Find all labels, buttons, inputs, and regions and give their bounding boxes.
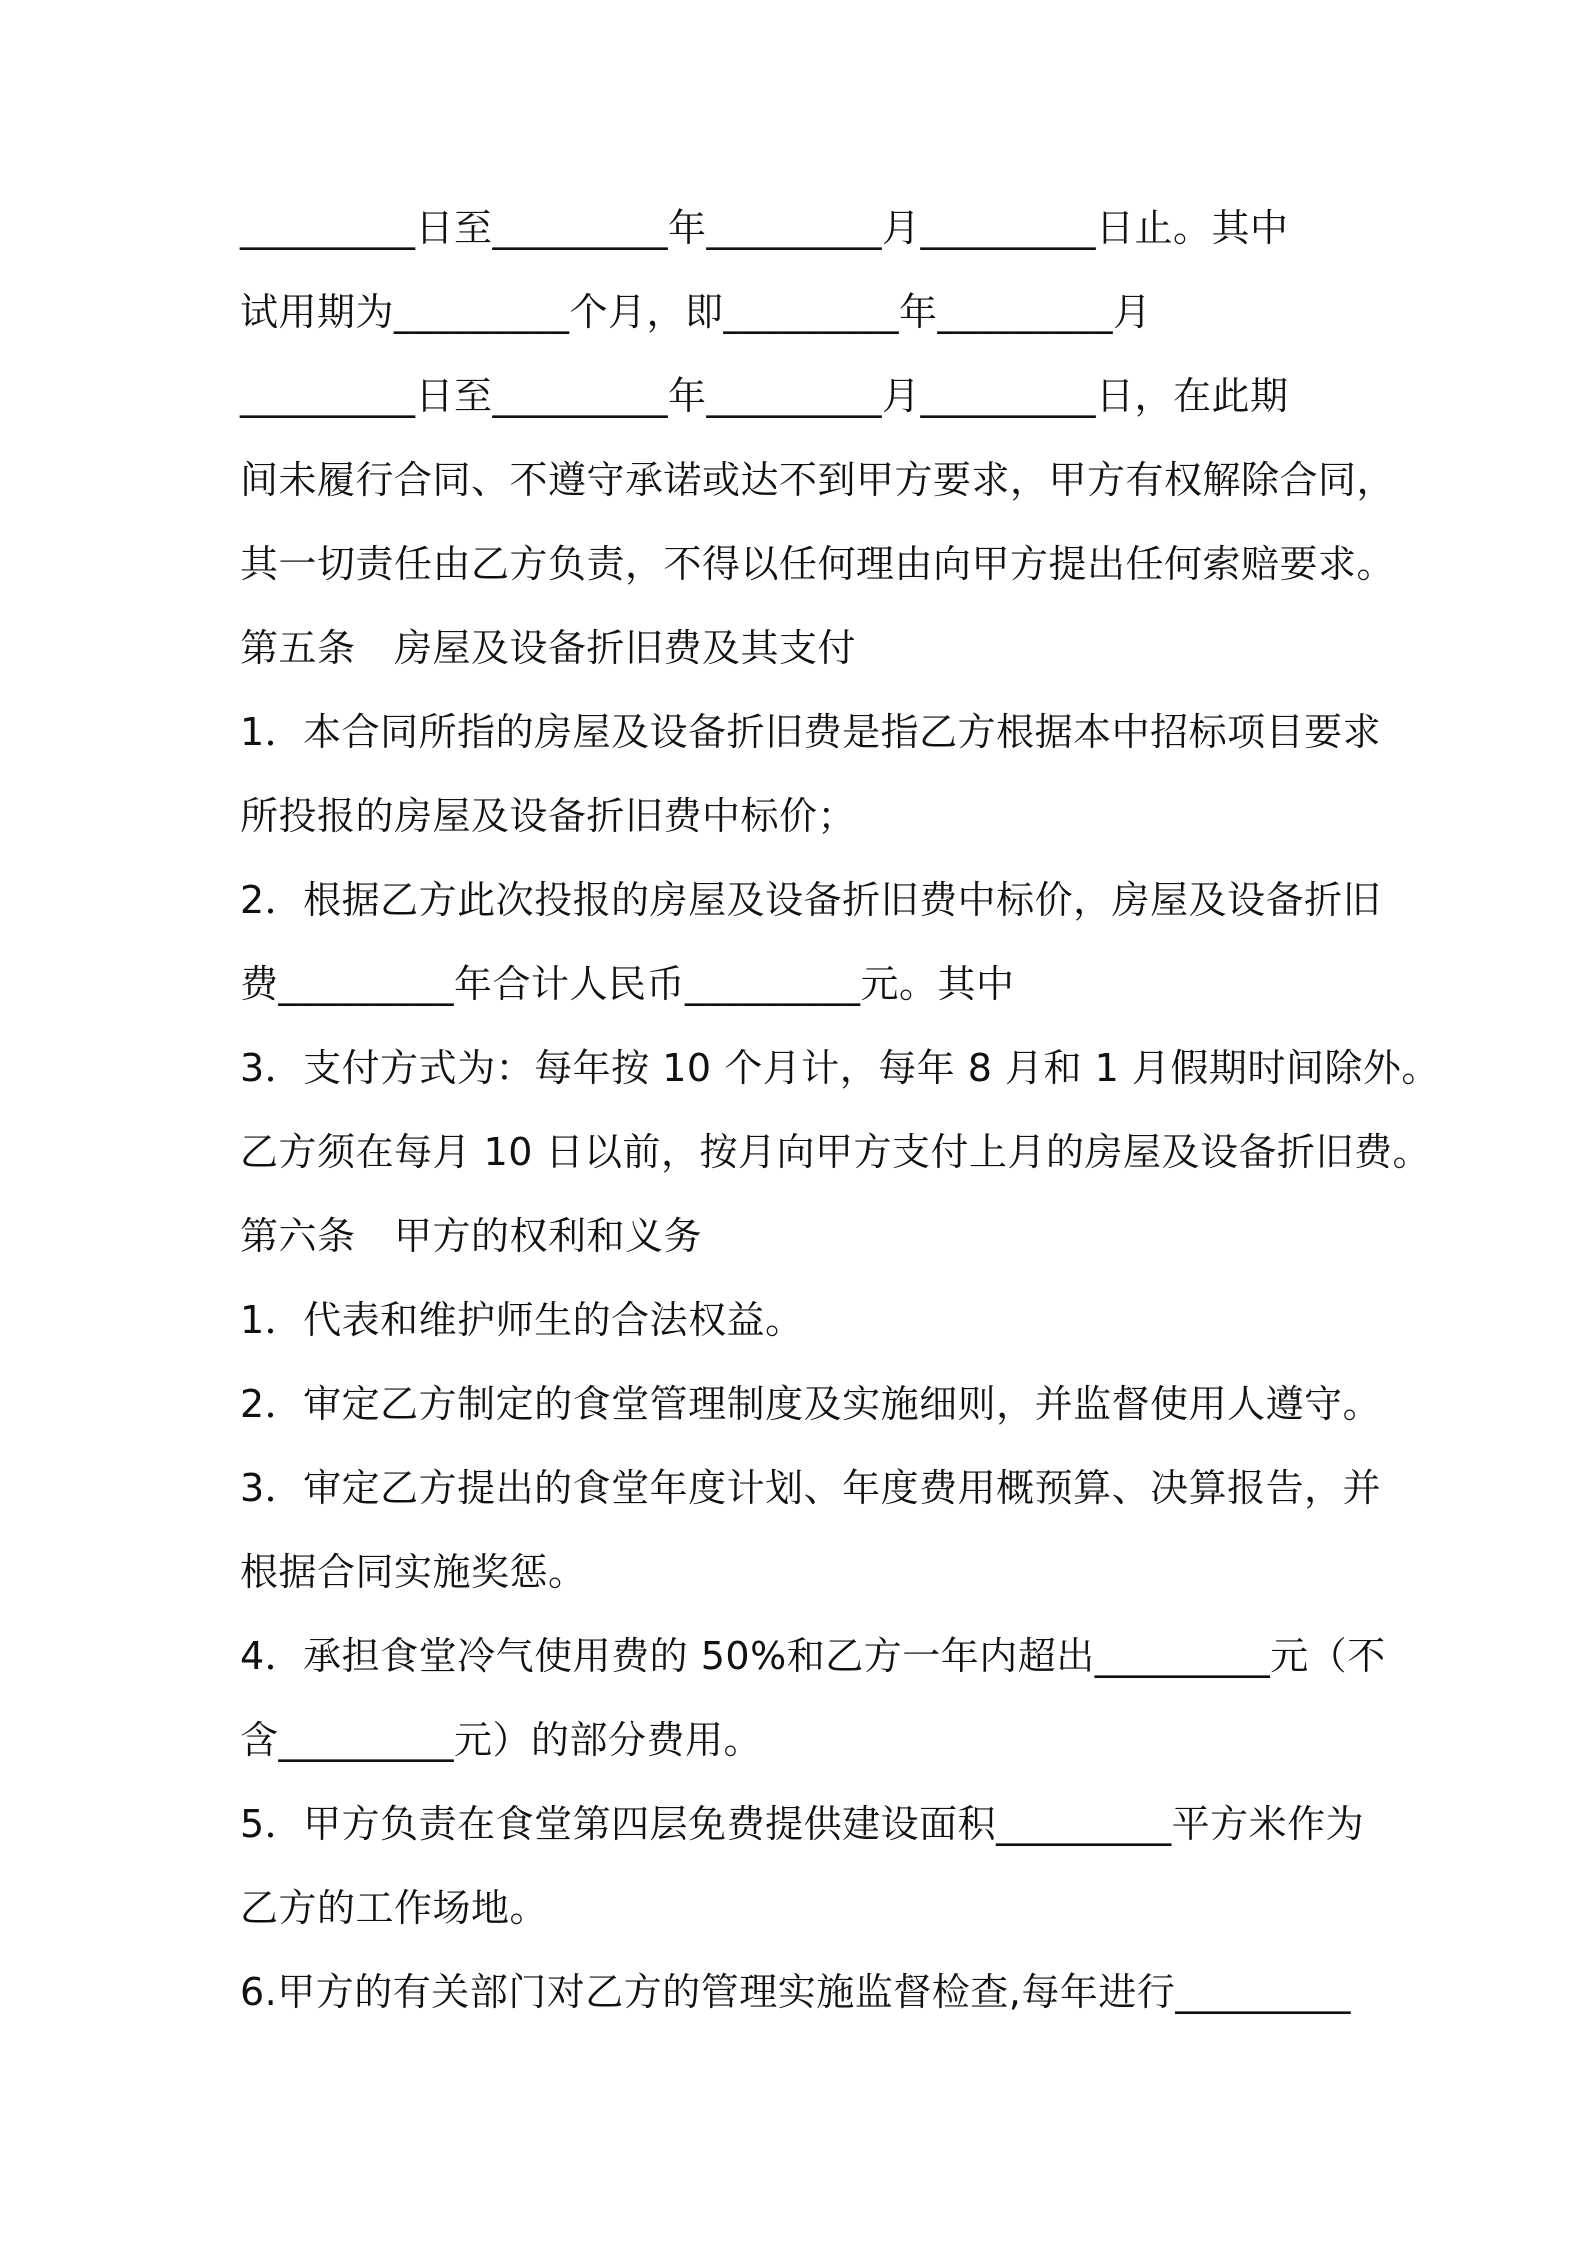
text-line: 乙方的工作场地。 <box>240 1886 549 1930</box>
text-line: 5．甲方负责在食堂第四层免费提供建设面积_________平方米作为 <box>240 1802 1365 1846</box>
text-line: 4．承担食堂冷气使用费的 50%和乙方一年内超出_________元（不 <box>240 1634 1386 1678</box>
text-line: 费_________年合计人民币_________元。其中 <box>240 962 1015 1006</box>
text-line: 间未履行合同、不遵守承诺或达不到甲方要求，甲方有权解除合同， <box>240 458 1396 502</box>
text-line: 乙方须在每月 10 日以前，按月向甲方支付上月的房屋及设备折旧费。 <box>240 1130 1432 1174</box>
text-line: 2．审定乙方制定的食堂管理制度及实施细则，并监督使用人遵守。 <box>240 1382 1382 1426</box>
text-line: 3．支付方式为：每年按 10 个月计，每年 8 月和 1 月假期时间除外。 <box>240 1046 1440 1090</box>
text-line: 含_________元）的部分费用。 <box>240 1718 763 1762</box>
text-line: _________日至_________年_________月_________日，在此期 <box>240 374 1289 418</box>
text-line: 6.甲方的有关部门对乙方的管理实施监督检查,每年进行_________ <box>240 1970 1351 2014</box>
section-heading: 第六条 甲方的权利和义务 <box>240 1214 703 1258</box>
text-line: 3．审定乙方提出的食堂年度计划、年度费用概预算、决算报告，并 <box>240 1466 1382 1510</box>
section-heading: 第五条 房屋及设备折旧费及其支付 <box>240 626 857 670</box>
text-line: 试用期为_________个月，即_________年_________月 <box>240 290 1152 334</box>
text-line: _________日至_________年_________月_________日止。其中 <box>240 206 1289 250</box>
text-line: 根据合同实施奖惩。 <box>240 1550 587 1594</box>
text-line: 所投报的房屋及设备折旧费中标价； <box>240 794 857 838</box>
text-line: 1．代表和维护师生的合法权益。 <box>240 1298 804 1342</box>
text-line: 其一切责任由乙方负责，不得以任何理由向甲方提出任何索赔要求。 <box>240 542 1396 586</box>
text-line: 1．本合同所指的房屋及设备折旧费是指乙方根据本中招标项目要求 <box>240 710 1382 754</box>
text-line: 2．根据乙方此次投报的房屋及设备折旧费中标价，房屋及设备折旧 <box>240 878 1382 922</box>
